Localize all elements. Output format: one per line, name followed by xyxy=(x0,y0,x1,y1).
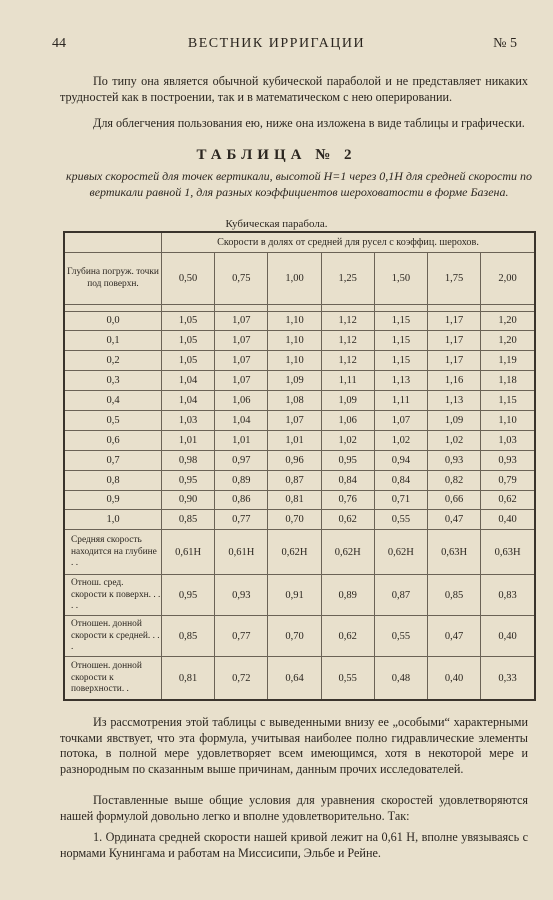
value-cell: 1,02 xyxy=(428,430,481,450)
value-cell: 1,01 xyxy=(162,430,215,450)
after-paragraph-1: Из рассмотрения этой таблицы с выведенными внизу ее „особыми“ характерными точками явствует, что эта формула, учитывая наиболее полно гидравлические элементы потока, в полной мере удовлетворяет всем имеющимся, хотя в некоторой мере и разнородным по сказанным выше причинам, данным прочих исследователей. xyxy=(60,715,528,776)
value-cell: 1,10 xyxy=(268,311,321,331)
summary-value: 0,61H xyxy=(162,530,215,575)
value-cell: 1,12 xyxy=(321,351,374,371)
value-cell: 1,02 xyxy=(374,430,427,450)
value-cell: 1,01 xyxy=(215,430,268,450)
value-cell: 0,84 xyxy=(374,470,427,490)
depth-cell: 0,2 xyxy=(64,351,162,371)
summary-value: 0,47 xyxy=(428,616,481,657)
value-cell: 0,47 xyxy=(428,510,481,530)
value-cell: 1,20 xyxy=(481,331,535,351)
summary-value: 0,48 xyxy=(374,657,427,701)
value-cell: 0,85 xyxy=(162,510,215,530)
value-cell: 1,15 xyxy=(481,391,535,411)
value-cell: 1,04 xyxy=(162,371,215,391)
table-row xyxy=(64,490,535,510)
coefficient-header: 0,75 xyxy=(215,252,268,304)
coefficient-header: 1,50 xyxy=(374,252,427,304)
value-cell: 1,12 xyxy=(321,331,374,351)
after-paragraph-2: Поставленные выше общие условия для уравнения скоростей удовлетворяются нашей формулой довольно легко и вполне удовлетворительно. Так: xyxy=(60,793,528,823)
value-cell: 1,17 xyxy=(428,311,481,331)
table-row xyxy=(64,470,535,490)
value-cell: 0,93 xyxy=(428,450,481,470)
value-cell: 0,77 xyxy=(215,510,268,530)
issue-number: № 5 xyxy=(493,36,517,51)
summary-label: Отнош. сред. скорости к поверхн. . . . . xyxy=(64,575,162,616)
value-cell: 1,13 xyxy=(428,391,481,411)
depth-cell: 0,1 xyxy=(64,331,162,351)
value-cell: 1,09 xyxy=(321,391,374,411)
value-cell: 1,03 xyxy=(162,410,215,430)
value-cell: 1,03 xyxy=(481,430,535,450)
summary-value: 0,83 xyxy=(481,575,535,616)
value-cell: 1,05 xyxy=(162,351,215,371)
summary-value: 0,70 xyxy=(268,616,321,657)
value-cell: 1,17 xyxy=(428,331,481,351)
value-cell: 1,10 xyxy=(268,331,321,351)
value-cell: 1,02 xyxy=(321,430,374,450)
summary-value: 0,62H xyxy=(374,530,427,575)
value-cell: 1,07 xyxy=(215,331,268,351)
value-cell: 0,95 xyxy=(162,470,215,490)
summary-value: 0,64 xyxy=(268,657,321,701)
depth-cell: 1,0 xyxy=(64,510,162,530)
value-cell: 0,97 xyxy=(215,450,268,470)
summary-value: 0,40 xyxy=(428,657,481,701)
summary-value: 0,40 xyxy=(481,616,535,657)
value-cell: 1,11 xyxy=(374,391,427,411)
value-cell: 1,05 xyxy=(162,311,215,331)
value-cell: 0,71 xyxy=(374,490,427,510)
summary-value: 0,81 xyxy=(162,657,215,701)
summary-value: 0,61H xyxy=(215,530,268,575)
summary-value: 0,85 xyxy=(428,575,481,616)
value-cell: 1,09 xyxy=(428,410,481,430)
summary-value: 0,85 xyxy=(162,616,215,657)
value-cell: 0,95 xyxy=(321,450,374,470)
depth-header: Глубина погруж. точки под поверхн. xyxy=(64,252,162,304)
summary-value: 0,33 xyxy=(481,657,535,701)
summary-value: 0,87 xyxy=(374,575,427,616)
coefficient-header: 1,25 xyxy=(321,252,374,304)
value-cell: 1,07 xyxy=(374,410,427,430)
value-cell: 1,09 xyxy=(268,371,321,391)
summary-value: 0,93 xyxy=(215,575,268,616)
value-cell: 0,87 xyxy=(268,470,321,490)
value-cell: 0,70 xyxy=(268,510,321,530)
intro-paragraph-2: Для облегчения пользования ею, ниже она изложена в виде таблицы и графически. xyxy=(93,116,525,130)
summary-value: 0,72 xyxy=(215,657,268,701)
table-caption: кривых скоростей для точек вертикали, высотой H=1 через 0,1H для средней скорости по вертикали равной 1, для разных коэффициентов шероховатости в форме Базена. xyxy=(66,169,532,199)
coefficient-header: 2,00 xyxy=(481,252,535,304)
velocity-table xyxy=(63,231,536,701)
table-title: ТАБЛИЦА № 2 xyxy=(196,147,357,163)
summary-value: 0,55 xyxy=(374,616,427,657)
value-cell: 1,16 xyxy=(428,371,481,391)
table-row xyxy=(64,450,535,470)
value-cell: 1,04 xyxy=(162,391,215,411)
coefficient-header: 1,75 xyxy=(428,252,481,304)
table-row xyxy=(64,351,535,371)
value-cell: 0,81 xyxy=(268,490,321,510)
value-cell: 1,12 xyxy=(321,311,374,331)
value-cell: 1,04 xyxy=(215,410,268,430)
value-cell: 0,40 xyxy=(481,510,535,530)
summary-row xyxy=(64,575,535,616)
journal-title: ВЕСТНИК ИРРИГАЦИИ xyxy=(187,36,366,51)
depth-cell: 0,8 xyxy=(64,470,162,490)
intro-paragraph-1: По типу она является обычной кубической параболой и не представляет никаких трудностей как в построении, так и в математическом с нею оперировании. xyxy=(60,74,528,104)
value-cell: 1,15 xyxy=(374,331,427,351)
value-cell: 0,82 xyxy=(428,470,481,490)
value-cell: 1,17 xyxy=(428,351,481,371)
summary-value: 0,62H xyxy=(268,530,321,575)
summary-row xyxy=(64,657,535,701)
table-row xyxy=(64,510,535,530)
value-cell: 0,62 xyxy=(481,490,535,510)
table-row xyxy=(64,430,535,450)
group-header: Скорости в долях от средней для русел с коэффиц. шерохов. xyxy=(162,232,536,252)
depth-cell: 0,6 xyxy=(64,430,162,450)
coefficient-header: 1,00 xyxy=(268,252,321,304)
value-cell: 1,05 xyxy=(162,331,215,351)
value-cell: 0,76 xyxy=(321,490,374,510)
value-cell: 1,19 xyxy=(481,351,535,371)
table-corner xyxy=(64,232,162,252)
table-row xyxy=(64,311,535,331)
after-paragraph-3: 1. Ордината средней скорости нашей кривой лежит на 0,61 H, вполне увязываясь с нормами Кунингама и работам на Миссисипи, Эльбе и Рейне. xyxy=(60,830,528,860)
summary-label: Средняя скорость находится на глубине . . xyxy=(64,530,162,575)
value-cell: 0,66 xyxy=(428,490,481,510)
summary-row xyxy=(64,530,535,575)
value-cell: 0,98 xyxy=(162,450,215,470)
value-cell: 0,90 xyxy=(162,490,215,510)
page-number: 44 xyxy=(52,36,66,51)
depth-cell: 0,7 xyxy=(64,450,162,470)
coefficient-header-row xyxy=(64,252,535,304)
summary-value: 0,77 xyxy=(215,616,268,657)
depth-cell: 0,0 xyxy=(64,311,162,331)
value-cell: 0,94 xyxy=(374,450,427,470)
value-cell: 1,08 xyxy=(268,391,321,411)
value-cell: 1,06 xyxy=(321,410,374,430)
summary-value: 0,62 xyxy=(321,616,374,657)
summary-value: 0,63H xyxy=(481,530,535,575)
table-subcaption: Кубическая парабола. xyxy=(225,218,328,230)
summary-label: Отношен. донной скорости к средней. . . . xyxy=(64,616,162,657)
value-cell: 0,96 xyxy=(268,450,321,470)
value-cell: 0,84 xyxy=(321,470,374,490)
value-cell: 0,55 xyxy=(374,510,427,530)
value-cell: 0,86 xyxy=(215,490,268,510)
value-cell: 1,20 xyxy=(481,311,535,331)
depth-cell: 0,4 xyxy=(64,391,162,411)
depth-cell: 0,5 xyxy=(64,410,162,430)
value-cell: 1,01 xyxy=(268,430,321,450)
value-cell: 1,10 xyxy=(481,410,535,430)
table-row xyxy=(64,371,535,391)
summary-value: 0,62H xyxy=(321,530,374,575)
value-cell: 0,79 xyxy=(481,470,535,490)
value-cell: 1,15 xyxy=(374,311,427,331)
value-cell: 1,07 xyxy=(215,351,268,371)
page-header xyxy=(0,36,553,56)
value-cell: 1,10 xyxy=(268,351,321,371)
summary-value: 0,91 xyxy=(268,575,321,616)
value-cell: 1,06 xyxy=(215,391,268,411)
coefficient-header: 0,50 xyxy=(162,252,215,304)
value-cell: 0,89 xyxy=(215,470,268,490)
summary-value: 0,95 xyxy=(162,575,215,616)
table-row xyxy=(64,391,535,411)
value-cell: 1,07 xyxy=(215,371,268,391)
summary-value: 0,89 xyxy=(321,575,374,616)
table-row xyxy=(64,331,535,351)
depth-cell: 0,3 xyxy=(64,371,162,391)
table-separator xyxy=(64,304,535,311)
summary-label: Отношен. донной скорости к поверхности. . xyxy=(64,657,162,701)
value-cell: 1,15 xyxy=(374,351,427,371)
depth-cell: 0,9 xyxy=(64,490,162,510)
value-cell: 1,11 xyxy=(321,371,374,391)
summary-row xyxy=(64,616,535,657)
table-row xyxy=(64,410,535,430)
value-cell: 1,13 xyxy=(374,371,427,391)
summary-value: 0,55 xyxy=(321,657,374,701)
value-cell: 1,07 xyxy=(215,311,268,331)
value-cell: 1,18 xyxy=(481,371,535,391)
summary-value: 0,63H xyxy=(428,530,481,575)
value-cell: 0,62 xyxy=(321,510,374,530)
value-cell: 1,07 xyxy=(268,410,321,430)
value-cell: 0,93 xyxy=(481,450,535,470)
